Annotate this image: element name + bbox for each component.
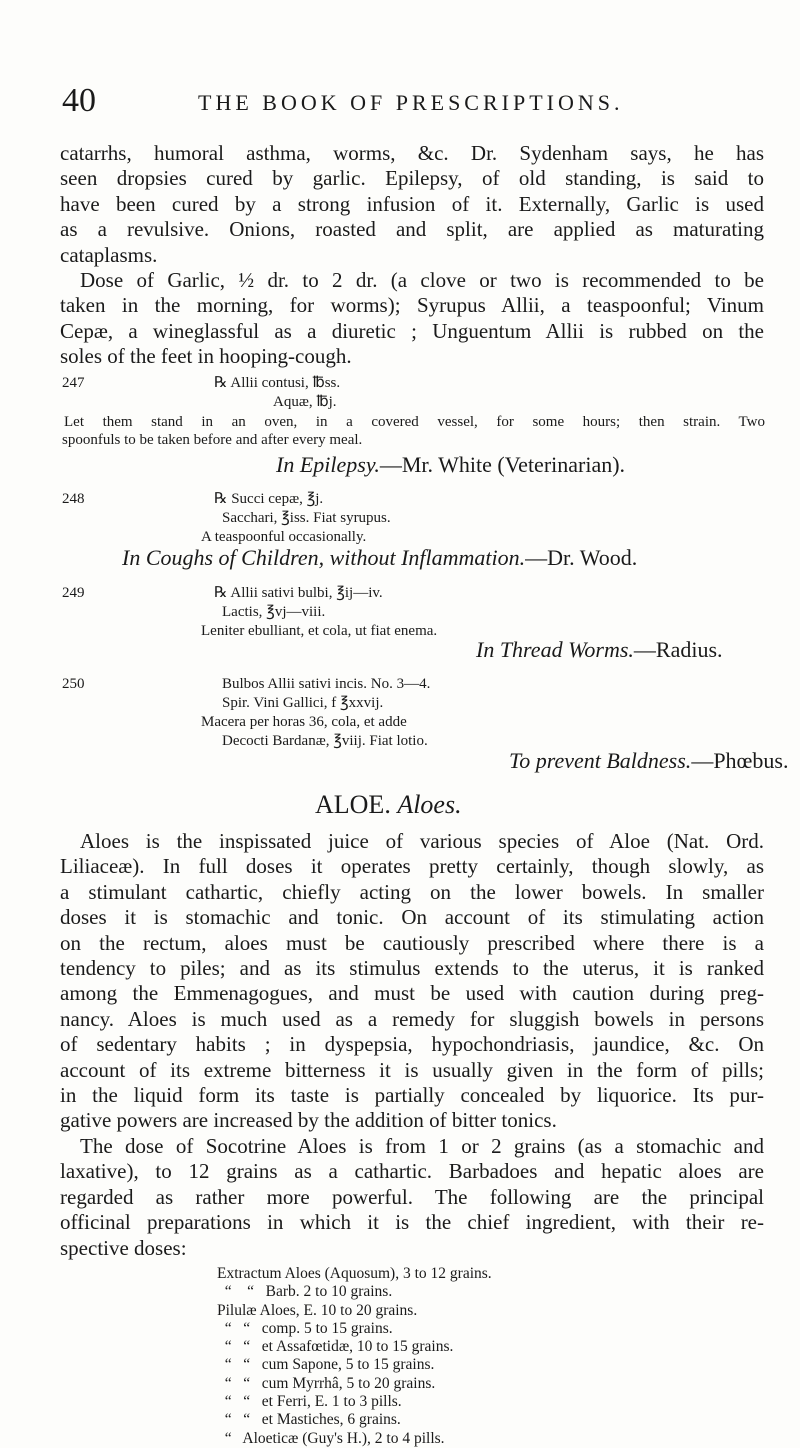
prescription-number: 247 (62, 375, 85, 391)
text-line: seen dropsies cured by garlic. Epilepsy, of old standing, is said to (60, 166, 764, 191)
section-heading-italic: Aloes. (397, 790, 462, 819)
authority-title: In Thread Worms. (476, 637, 634, 662)
text-line: laxative), to 12 grains as a cathartic. Barbadoes and hepatic aloes are (60, 1159, 764, 1184)
text-line: Dose of Garlic, ½ dr. to 2 dr. (a clove or two is recommended to be (80, 268, 764, 292)
text-line: account of its extreme bitterness it is usually given in the form of pills; (60, 1057, 764, 1082)
list-item: Extractum Aloes (Aquosum), 3 to 12 grains. (217, 1265, 492, 1282)
aloe-dose-paragraph (60, 1134, 764, 1261)
text-line: nancy. Aloes is much used as a remedy for sluggish bowels in persons (60, 1006, 764, 1031)
text-line: among the Emmenagogues, and must be used with caution during preg- (60, 981, 764, 1006)
garlic-intro-paragraph (60, 141, 764, 268)
rx-line: Decocti Bardanæ, ℥viij. Fiat lotio. (222, 733, 428, 749)
garlic-dose-paragraph (60, 268, 764, 370)
section-heading-text: ALOE. (315, 790, 391, 819)
text-line: as a revulsive. Onions, roasted and split, are applied as maturating (60, 217, 764, 242)
text-line: on the rectum, aloes must be cautiously prescribed where there is a (60, 930, 764, 955)
authority-title: To prevent Baldness. (509, 748, 692, 773)
rx-line: Sacchari, ℥iss. Fiat syrupus. (222, 510, 391, 526)
prescription-number: 249 (62, 585, 85, 601)
authority-name: —Phœbus. (691, 748, 789, 773)
list-item: “ “ et Assafœtidæ, 10 to 15 grains. (217, 1338, 454, 1356)
list-item: “ “ et Ferri, E. 1 to 3 pills. (217, 1393, 402, 1411)
rx-line: ℞ Allii sativi bulbi, ℥ij—iv. (214, 585, 383, 601)
rx-line: Lactis, ℥vj—viii. (222, 604, 326, 620)
text-line: a stimulant cathartic, chiefly acting on the lower bowels. In smaller (60, 879, 764, 904)
prescription-number: 248 (62, 491, 85, 507)
text-line: officinal preparations in which it is the chief ingredient, with their re- (60, 1210, 764, 1235)
prescription-249-authority (476, 637, 723, 663)
text-line: of sedentary habits ; in dyspepsia, hypochondriasis, jaundice, &c. On (60, 1032, 764, 1057)
authority-title: In Epilepsy. (276, 452, 380, 477)
rx-line: A teaspoonful occasionally. (201, 529, 367, 545)
aloe-preparations-list (217, 1265, 492, 1448)
section-heading-aloe (315, 790, 462, 820)
rx-direction-line: Let them stand in an oven, in a covered vessel, for some hours; then strain. Two (64, 414, 765, 430)
text-line: Liliaceæ). In full doses it operates pretty certainly, though slowly, as (60, 854, 764, 879)
text-line: soles of the feet in hooping-cough. (60, 344, 352, 369)
rx-line: Aquæ, ℔j. (273, 394, 337, 410)
prescription-247-directions (62, 413, 765, 449)
list-item: “ “ et Mastiches, 6 grains. (217, 1411, 401, 1429)
text-line: The dose of Socotrine Aloes is from 1 or 2 grains (as a stomachic and (80, 1134, 764, 1158)
rx-line: Leniter ebulliant, et cola, ut fiat enema. (201, 623, 438, 639)
authority-name: —Radius. (633, 637, 723, 662)
text-line: in the liquid form its taste is partially concealed by liquorice. Its pur- (60, 1083, 764, 1108)
list-item: “ “ comp. 5 to 15 grains. (217, 1319, 393, 1337)
running-title: THE BOOK OF PRESCRIPTIONS. (198, 90, 624, 115)
text-line: tendency to piles; and as its stimulus extends to the uterus, it is ranked (60, 956, 764, 981)
authority-name: —Mr. White (Veterinarian). (379, 452, 626, 477)
page-number: 40 (62, 82, 96, 119)
prescription-247-authority (276, 452, 625, 478)
running-header (62, 78, 762, 124)
text-line: gative powers are increased by the addition of bitter tonics. (60, 1108, 557, 1133)
rx-line: Bulbos Allii sativi incis. No. 3—4. (222, 676, 431, 692)
text-line: cataplasms. (60, 242, 158, 267)
authority-title: In Coughs of Children, without Inflammation. (122, 545, 526, 570)
text-line: spective doses: (60, 1235, 187, 1260)
prescription-248-authority (122, 545, 637, 571)
text-line: doses it is stomachic and tonic. On account of its stimulating action (60, 905, 764, 930)
list-item: “ “ cum Myrrhâ, 5 to 20 grains. (217, 1374, 436, 1392)
aloe-description-paragraph (60, 829, 764, 1134)
list-item: “ “ cum Sapone, 5 to 15 grains. (217, 1356, 435, 1374)
authority-name: —Dr. Wood. (525, 545, 638, 570)
rx-line: Spir. Vini Gallici, f ℥xxvij. (222, 695, 384, 711)
list-item: “ Aloeticæ (Guy's H.), 2 to 4 pills. (217, 1429, 445, 1447)
text-line: taken in the morning, for worms); Syrupus Allii, a teaspoonful; Vinum (60, 293, 764, 318)
prescription-number: 250 (62, 676, 85, 692)
rx-line: Macera per horas 36, cola, et adde (201, 714, 407, 730)
prescription-250-authority (509, 748, 789, 774)
text-line: Aloes is the inspissated juice of various species of Aloe (Nat. Ord. (80, 829, 764, 853)
text-line: regarded as rather more powerful. The following are the principal (60, 1184, 764, 1209)
rx-direction-line: spoonfuls to be taken before and after every meal. (62, 432, 363, 448)
rx-line: ℞ Succi cepæ, ℥j. (214, 491, 324, 507)
list-item: “ “ Barb. 2 to 10 grains. (217, 1283, 393, 1301)
list-item: Pilulæ Aloes, E. 10 to 20 grains. (217, 1301, 418, 1319)
text-line: have been cured by a strong infusion of it. Externally, Garlic is used (60, 191, 764, 216)
rx-line: ℞ Allii contusi, ℔ss. (214, 375, 341, 391)
text-line: Cepæ, a wineglassful as a diuretic ; Unguentum Allii is rubbed on the (60, 318, 764, 343)
text-line: catarrhs, humoral asthma, worms, &c. Dr. Sydenham says, he has (60, 141, 764, 165)
